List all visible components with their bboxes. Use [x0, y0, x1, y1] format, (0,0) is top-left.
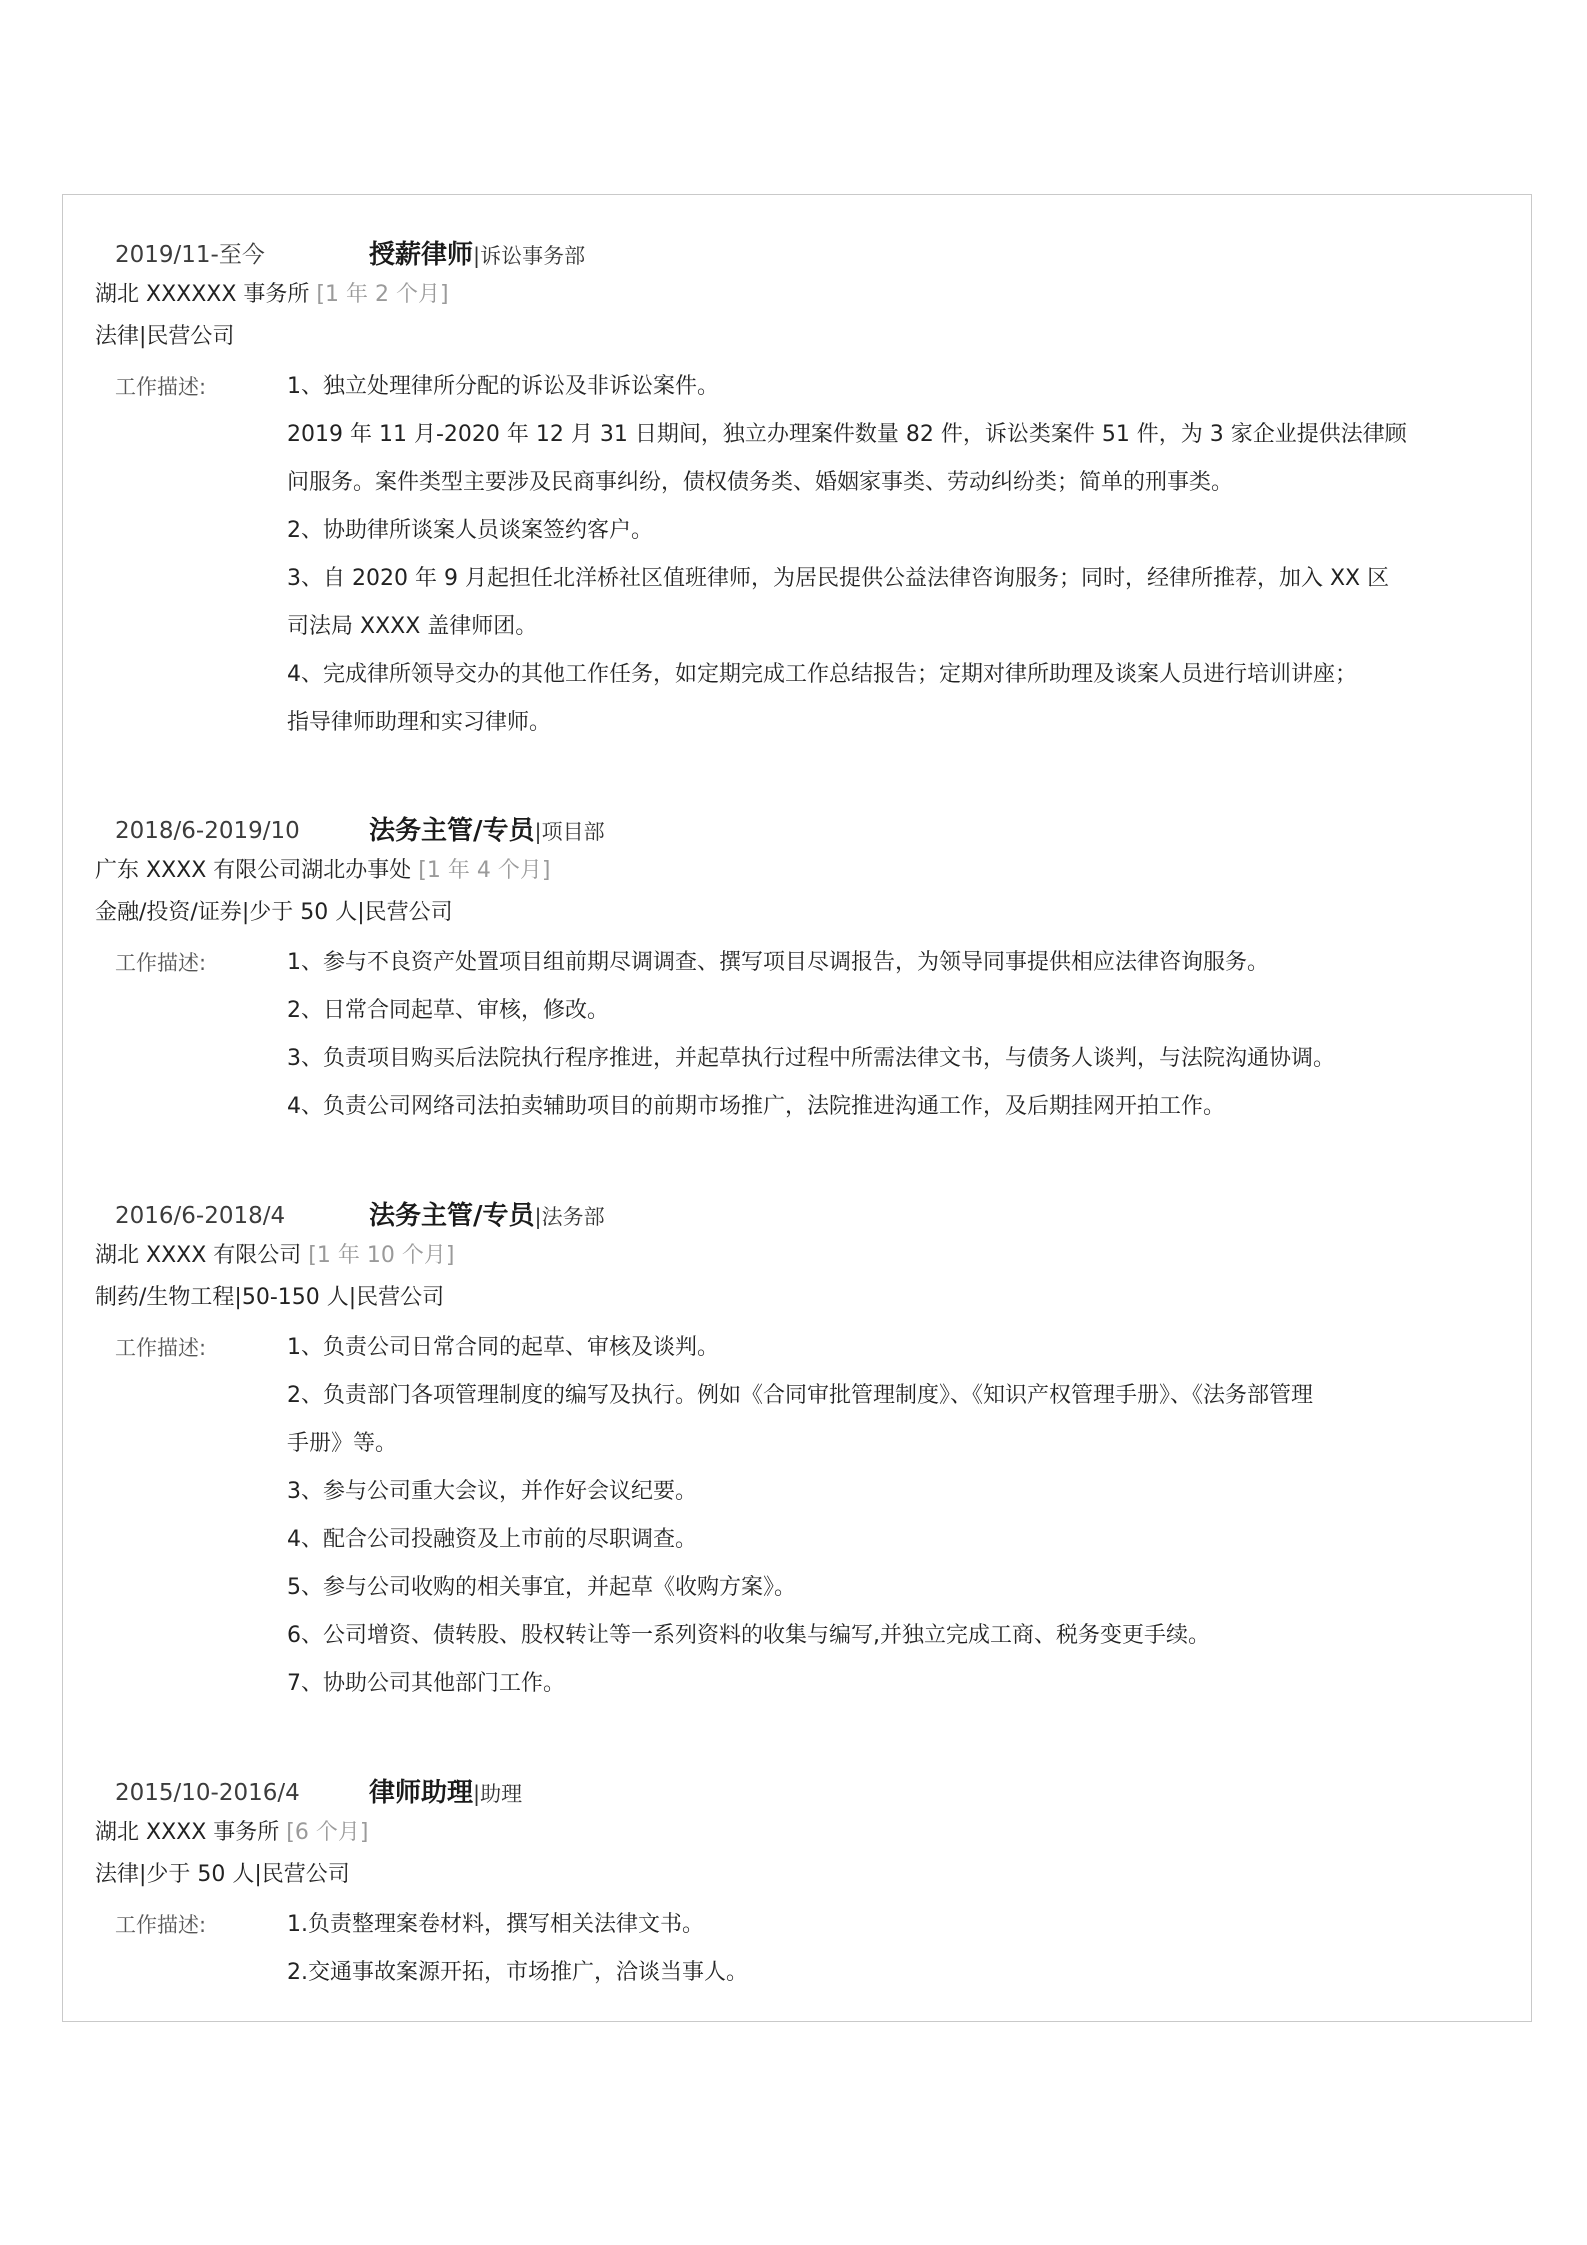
company-name: 湖北 XXXX 有限公司 — [95, 1243, 302, 1268]
entry-description — [287, 1901, 1487, 1997]
work-experience-frame — [62, 194, 1532, 2022]
desc-label: 工作描述: — [115, 1913, 207, 1937]
entry-duration: [1 年 10 个月] — [308, 1243, 455, 1268]
desc-line: 1、参与不良资产处置项目组前期尽调调查、撰写项目尽调报告，为领导同事提供相应法律咨询服务。 — [287, 950, 1270, 975]
desc-line: 2、日常合同起草、审核，修改。 — [287, 998, 609, 1023]
title-separator: | — [473, 244, 481, 268]
entry-title — [369, 1771, 522, 1818]
desc-line: 2、协助律所谈案人员谈案签约客户。 — [287, 518, 653, 543]
entry-duration: [1 年 4 个月] — [418, 858, 551, 883]
entry-role: 律师助理 — [369, 1778, 474, 1808]
entry-department: 助理 — [480, 1782, 523, 1806]
entry-description — [287, 363, 1487, 747]
entry-duration: [6 个月] — [286, 1820, 369, 1845]
desc-line: 手册》等。 — [287, 1431, 398, 1456]
desc-line: 4、完成律所领导交办的其他工作任务，如定期完成工作总结报告；定期对律所助理及谈案人员进行培训讲座； — [287, 662, 1358, 687]
entry-company — [95, 1236, 454, 1276]
desc-line: 2.交通事故案源开拓，市场推广，洽谈当事人。 — [287, 1960, 748, 1985]
company-name: 广东 XXXX 有限公司湖北办事处 — [95, 858, 412, 883]
desc-line: 1、负责公司日常合同的起草、审核及谈判。 — [287, 1335, 719, 1360]
entry-header — [63, 1771, 1533, 1815]
desc-line: 1、独立处理律所分配的诉讼及非诉讼案件。 — [287, 374, 719, 399]
desc-line: 司法局 XXXX 盖律师团。 — [287, 614, 538, 639]
entry-description — [287, 1324, 1487, 1708]
entry-title — [369, 809, 605, 856]
entry-department: 诉讼事务部 — [480, 244, 586, 268]
entry-period: 2018/6-2019/10 — [115, 818, 300, 844]
desc-line: 1.负责整理案卷材料，撰写相关法律文书。 — [287, 1912, 704, 1937]
desc-line: 5、参与公司收购的相关事宜，并起草《收购方案》。 — [287, 1575, 796, 1600]
entry-period: 2019/11-至今 — [115, 242, 265, 268]
company-name: 湖北 XXXX 事务所 — [95, 1820, 280, 1845]
entry-company — [95, 275, 449, 315]
entry-period: 2016/6-2018/4 — [115, 1203, 286, 1229]
desc-line: 指导律师助理和实习律师。 — [287, 710, 552, 735]
entry-department: 项目部 — [541, 820, 605, 844]
entry-role: 授薪律师 — [369, 240, 474, 270]
desc-label: 工作描述: — [115, 951, 207, 975]
entry-header — [63, 233, 1533, 277]
experience-entry — [63, 233, 1533, 735]
entry-department: 法务部 — [541, 1205, 605, 1229]
desc-line: 7、协助公司其他部门工作。 — [287, 1671, 565, 1696]
title-separator: | — [534, 820, 542, 844]
desc-line: 4、配合公司投融资及上市前的尽职调查。 — [287, 1527, 697, 1552]
entry-industry: 制药/生物工程|50-150 人|民营公司 — [95, 1285, 445, 1310]
title-separator: | — [534, 1205, 542, 1229]
desc-line: 6、公司增资、债转股、股权转让等一系列资料的收集与编写,并独立完成工商、税务变更手续。 — [287, 1623, 1210, 1648]
experience-entry — [63, 809, 1533, 1119]
entry-header — [63, 809, 1533, 853]
title-separator: | — [473, 1782, 481, 1806]
entry-period: 2015/10-2016/4 — [115, 1780, 300, 1806]
desc-line: 问服务。案件类型主要涉及民商事纠纷，债权债务类、婚姻家事类、劳动纠纷类；简单的刑事类。 — [287, 470, 1234, 495]
desc-line: 3、自 2020 年 9 月起担任北洋桥社区值班律师，为居民提供公益法律咨询服务；同时，经律所推荐，加入 XX 区 — [287, 566, 1390, 591]
desc-line: 2、负责部门各项管理制度的编写及执行。例如《合同审批管理制度》、《知识产权管理手册》、《法务部管理 — [287, 1383, 1314, 1408]
entry-role: 法务主管/专员 — [369, 816, 535, 846]
entry-title — [369, 1194, 605, 1241]
desc-line: 2019 年 11 月-2020 年 12 月 31 日期间，独立办理案件数量 82 件，诉讼类案件 51 件，为 3 家企业提供法律顾 — [287, 422, 1407, 447]
entry-company — [95, 851, 550, 891]
entry-duration: [1 年 2 个月] — [316, 282, 449, 307]
desc-line: 3、参与公司重大会议，并作好会议纪要。 — [287, 1479, 697, 1504]
company-name: 湖北 XXXXXX 事务所 — [95, 282, 310, 307]
experience-entry — [63, 1771, 1533, 1985]
entry-title — [369, 233, 585, 280]
entry-industry: 法律|民营公司 — [95, 324, 235, 349]
entry-header — [63, 1194, 1533, 1238]
entry-description — [287, 939, 1487, 1131]
desc-line: 3、负责项目购买后法院执行程序推进，并起草执行过程中所需法律文书，与债务人谈判，与法院沟通协调。 — [287, 1046, 1336, 1071]
entry-role: 法务主管/专员 — [369, 1201, 535, 1231]
entry-industry: 法律|少于 50 人|民营公司 — [95, 1862, 350, 1887]
desc-label: 工作描述: — [115, 375, 207, 399]
entry-company — [95, 1813, 368, 1853]
desc-label: 工作描述: — [115, 1336, 207, 1360]
entry-industry: 金融/投资/证券|少于 50 人|民营公司 — [95, 900, 453, 925]
desc-line: 4、负责公司网络司法拍卖辅助项目的前期市场推广，法院推进沟通工作，及后期挂网开拍工作。 — [287, 1094, 1226, 1119]
experience-entry — [63, 1194, 1533, 1696]
